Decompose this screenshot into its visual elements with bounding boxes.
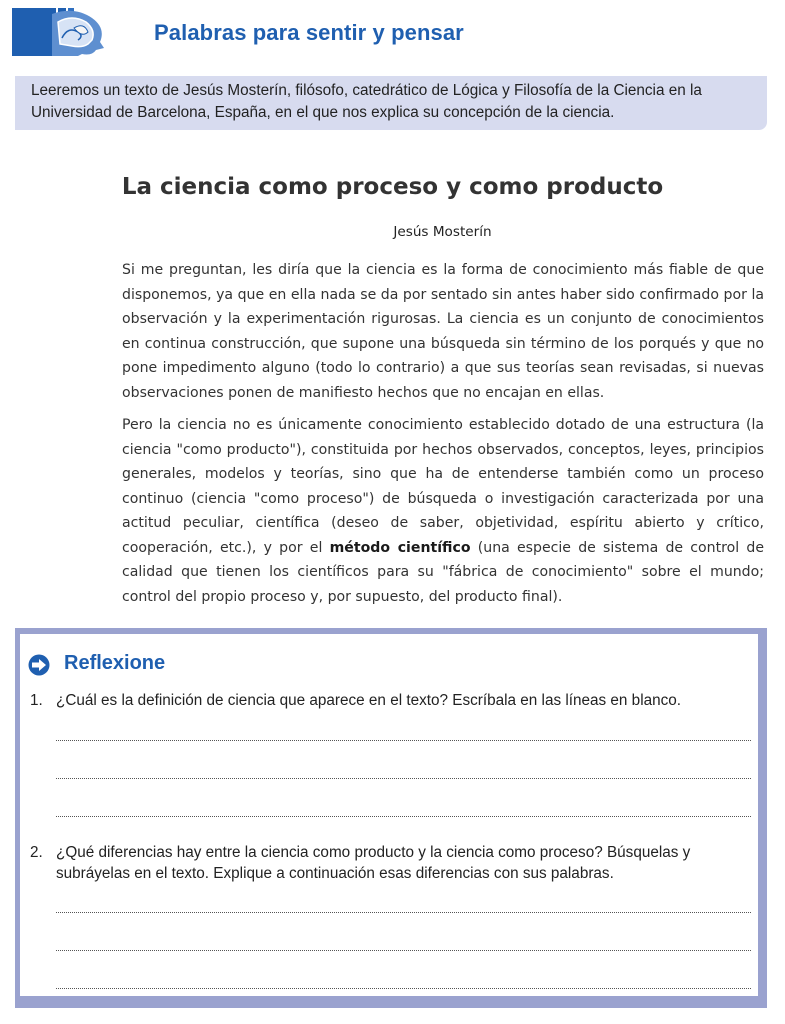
article-paragraph-2 [122, 413, 764, 609]
reflexione-title: Reflexione [64, 652, 166, 674]
intro-text: Leeremos un texto de Jesús Mosterín, filósofo, catedrático de Lógica y Filosofía de la Ciencia en la Universidad de Barcelona, España, en el que nos explica su concepción de la ciencia. [31, 82, 702, 121]
answer-line[interactable] [56, 912, 751, 913]
article-paragraph-2-part-1: Pero la ciencia no es únicamente conocimiento establecido dotado de una estructura (la ciencia "como producto"), constituida por hechos observados, conceptos, leyes, principios generales, modelos y teorías, sino que ha de entenderse también como un proceso continuo (ciencia "como proceso") de búsqueda o investigación caracterizada por una actitud peculiar, científica (deseo de saber, objetividad, espíritu abierto y crítico, cooperación, etc.), y por el [122, 417, 764, 556]
page-header [12, 8, 772, 60]
question-2-number: 2. [30, 844, 43, 861]
answer-line[interactable] [56, 988, 751, 989]
answer-line[interactable] [56, 740, 751, 741]
article-paragraph-1: Si me preguntan, les diría que la ciencia es la forma de conocimiento más fiable de que disponemos, ya que en ella nada se da por sentado sin antes haber sido confirmado por la observación y la experimentación rigurosas. La ciencia es un conjunto de conocimientos en continua construcción, que supone una búsqueda sin término de los porqués y que no pone impedimento alguno (todo lo contrario) a que sus teorías sean revisadas, si nuevas observaciones ponen de manifiesto hechos que no encajan en ellas. [122, 262, 764, 401]
question-1-number: 1. [30, 692, 43, 709]
scientific-method-term: método científico [329, 539, 471, 556]
arrow-circle-icon [28, 654, 50, 676]
article-title: La ciencia como proceso y como producto [121, 174, 664, 200]
answer-line[interactable] [56, 816, 751, 817]
question-2 [30, 842, 752, 886]
question-1 [30, 690, 752, 712]
article-body [122, 258, 764, 617]
answer-line[interactable] [56, 778, 751, 779]
article-paragraph-2-part-2: (una especie de sistema de control de calidad que tienen los científicos para su "fábrica de conocimiento" sobre el mundo; control del propio proceso y, por supuesto, del producto final). [122, 539, 765, 605]
article-author: Jesús Mosterín [393, 224, 492, 240]
page-title: Palabras para sentir y pensar [154, 20, 464, 45]
intro-box [15, 76, 767, 130]
answer-line[interactable] [56, 950, 751, 951]
reflexione-box [15, 628, 767, 1008]
question-2-text: ¿Qué diferencias hay entre la ciencia como producto y la ciencia como proceso? Búsquelas y subráyelas en el texto. Explique a continuación esas diferencias con sus palabras. [56, 844, 691, 882]
question-1-text: ¿Cuál es la definición de ciencia que aparece en el texto? Escríbala en las líneas en blanco. [56, 692, 682, 709]
head-profile-logo-icon [12, 8, 112, 56]
